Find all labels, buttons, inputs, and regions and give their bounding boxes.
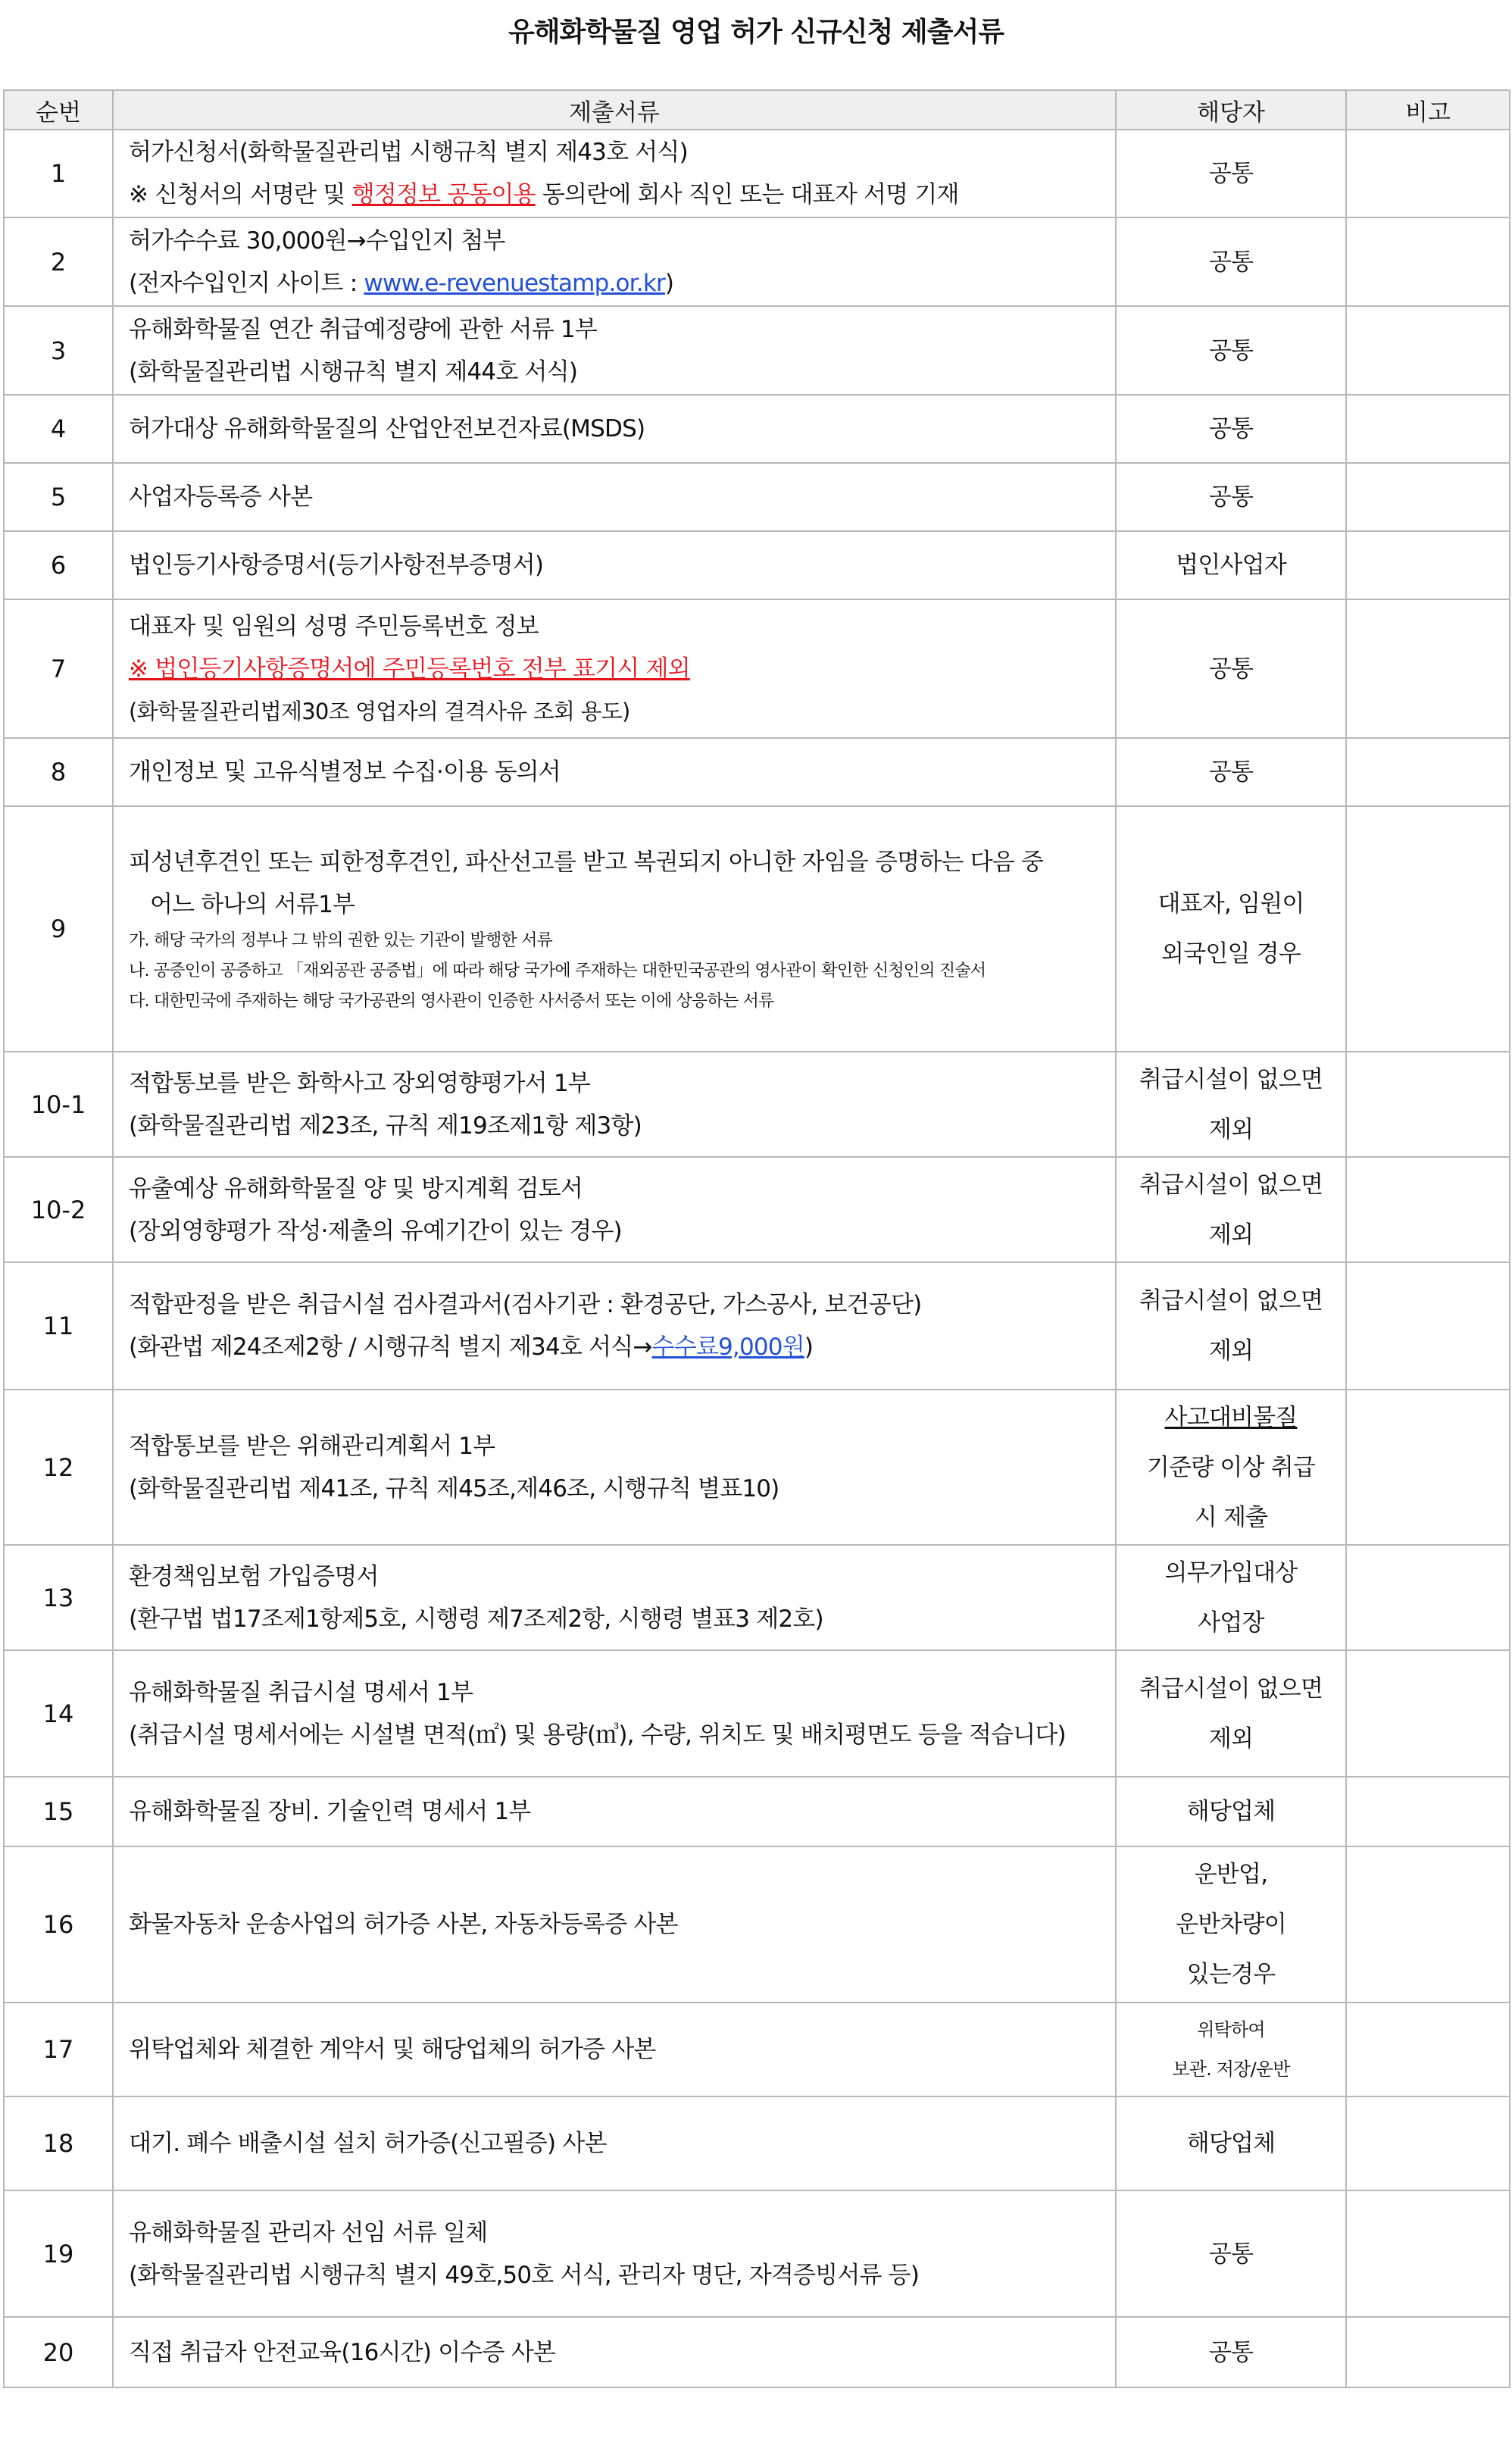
- applicant-line: 외국인일 경우: [1161, 940, 1301, 968]
- row-document: [113, 806, 1116, 1052]
- doc-line: (환구법 법17조제1항제5호, 시행령 제7조제2항, 시행령 별표3 제2호): [129, 1605, 823, 1633]
- row-applicant: 공통: [1116, 130, 1346, 217]
- row-note: [1346, 531, 1510, 599]
- row-number: 15: [4, 1777, 113, 1846]
- applicant-line: 사고대비물질: [1164, 1403, 1298, 1431]
- doc-line: [129, 1326, 1104, 1368]
- row-number: 8: [4, 738, 113, 806]
- doc-line: (화학물질관리법제30조 영업자의 결격사유 조회 용도): [129, 698, 630, 724]
- row-note: [1346, 1052, 1510, 1157]
- row-number: 11: [4, 1262, 113, 1390]
- row-document: [113, 395, 1116, 463]
- header-doc: 제출서류: [113, 90, 1116, 130]
- doc-line: 사업자등록증 사본: [129, 483, 313, 511]
- row-document: [113, 217, 1116, 306]
- doc-text: ): [664, 269, 674, 297]
- doc-line: 개인정보 및 고유식별정보 수집·이용 동의서: [129, 758, 561, 786]
- row-note: [1346, 806, 1510, 1052]
- row-number: 13: [4, 1545, 113, 1650]
- doc-text: 동의란에 회사 직인 또는 대표자 서명 기재: [535, 181, 959, 208]
- row-note: [1346, 217, 1510, 306]
- row-document: [113, 1157, 1116, 1262]
- row-number: 6: [4, 531, 113, 599]
- row-note: [1346, 738, 1510, 806]
- row-document: [113, 1545, 1116, 1650]
- table-row: [4, 1052, 1510, 1157]
- row-number: 16: [4, 1846, 113, 2003]
- doc-line: (취급시설 명세서에는 시설별 면적(㎡) 및 용량(㎥), 수량, 위치도 및 배치평면도 등을 적습니다): [129, 1721, 1066, 1749]
- header-no: 순번: [4, 90, 113, 130]
- table-row: [4, 738, 1510, 806]
- applicant-line: 취급시설이 없으면: [1139, 1065, 1323, 1093]
- applicant-line: 대표자, 임원이: [1157, 890, 1304, 918]
- row-note: [1346, 1545, 1510, 1650]
- row-applicant: 공통: [1116, 2190, 1346, 2317]
- row-document: [113, 738, 1116, 806]
- doc-text: ※ 신청서의 서명란 및: [129, 181, 352, 208]
- applicant-line: 사업장: [1198, 1609, 1264, 1637]
- table-header-row: [4, 90, 1510, 130]
- row-document: [113, 2003, 1116, 2096]
- doc-line: (장외영향평가 작성·제출의 유예기간이 있는 경우): [129, 1217, 622, 1245]
- applicant-line: 제외: [1208, 1724, 1254, 1752]
- row-note: [1346, 1846, 1510, 2003]
- row-number: 12: [4, 1390, 113, 1545]
- sub-item: 나. 공증인이 공증하고 「재외공관 공증법」에 따라 해당 국가에 주재하는 대한민국공관의 영사관이 확인한 신청인의 진술서: [129, 961, 986, 980]
- table-row: [4, 1157, 1510, 1262]
- row-note: [1346, 2096, 1510, 2190]
- doc-line: 직접 취급자 안전교육(16시간) 이수증 사본: [129, 2338, 555, 2366]
- doc-line: 법인등기사항증명서(등기사항전부증명서): [129, 552, 544, 579]
- row-number: 1: [4, 130, 113, 217]
- doc-line: 화물자동차 운송사업의 허가증 사본, 자동차등록증 사본: [129, 1911, 678, 1938]
- row-document: [113, 599, 1116, 738]
- applicant-line: 제외: [1208, 1115, 1254, 1143]
- row-document: [113, 306, 1116, 395]
- doc-line: 피성년후견인 또는 피한정후견인, 파산선고를 받고 복권되지 아니한 자임을 증명하는 다음 중: [129, 849, 1044, 876]
- row-note: [1346, 1650, 1510, 1777]
- table-row: [4, 1545, 1510, 1650]
- row-number: 18: [4, 2096, 113, 2190]
- doc-line: 허가수수료 30,000원→수입인지 첨부: [129, 227, 505, 255]
- row-applicant: 공통: [1116, 599, 1346, 738]
- applicant-line: 기준량 이상 취급: [1146, 1453, 1316, 1481]
- applicant-line: 취급시설이 없으면: [1139, 1171, 1323, 1199]
- table-row: [4, 1846, 1510, 2003]
- row-document: [113, 1650, 1116, 1777]
- doc-line: (화학물질관리법 시행규칙 별지 49호,50호 서식, 관리자 명단, 자격증빙서류 등): [129, 2261, 920, 2289]
- applicant-line: 제외: [1208, 1337, 1254, 1365]
- row-number: 10-1: [4, 1052, 113, 1157]
- row-document: [113, 2317, 1116, 2387]
- table-row: [4, 2317, 1510, 2387]
- row-number: 3: [4, 306, 113, 395]
- applicant-line: 의무가입대상: [1164, 1559, 1298, 1587]
- doc-line: (화학물질관리법 제41조, 규칙 제45조,제46조, 시행규칙 별표10): [129, 1474, 779, 1502]
- table-row: [4, 306, 1510, 395]
- doc-line: 유출예상 유해화학물질 양 및 방지계획 검토서: [129, 1174, 583, 1202]
- sub-item: 가. 해당 국가의 정부나 그 밖의 권한 있는 기관이 발행한 서류: [129, 931, 552, 950]
- table-row: [4, 395, 1510, 463]
- table-row: [4, 463, 1510, 531]
- table-row: [4, 1777, 1510, 1846]
- row-number: 19: [4, 2190, 113, 2317]
- row-document: [113, 1777, 1116, 1846]
- row-note: [1346, 2190, 1510, 2317]
- row-applicant: [1116, 1545, 1346, 1650]
- row-document: [113, 1052, 1116, 1157]
- doc-line: 유해화학물질 연간 취급예정량에 관한 서류 1부: [129, 315, 597, 343]
- row-document: [113, 1262, 1116, 1390]
- doc-line: 적합통보를 받은 위해관리계획서 1부: [129, 1432, 495, 1460]
- row-applicant: 공통: [1116, 463, 1346, 531]
- doc-line: 유해화학물질 장비. 기술인력 명세서 1부: [129, 1798, 531, 1825]
- doc-line: (화학물질관리법 시행규칙 별지 제44호 서식): [129, 358, 578, 386]
- row-number: 10-2: [4, 1157, 113, 1262]
- applicant-line: 있는경우: [1186, 1961, 1276, 1988]
- table-row: [4, 1650, 1510, 1777]
- doc-line: 위탁업체와 체결한 계약서 및 해당업체의 허가증 사본: [129, 2036, 656, 2063]
- table-row: [4, 1390, 1510, 1545]
- fee-link[interactable]: 수수료9,000원: [651, 1333, 804, 1361]
- row-applicant: 공통: [1116, 217, 1346, 306]
- row-number: 7: [4, 599, 113, 738]
- doc-line: [129, 262, 1104, 305]
- row-note: [1346, 306, 1510, 395]
- row-document: [113, 1390, 1116, 1545]
- highlight-text: 행정정보 공동이용: [351, 181, 536, 208]
- table-row: [4, 806, 1510, 1052]
- applicant-line: 운반차량이: [1176, 1911, 1286, 1938]
- doc-line: [129, 174, 1104, 216]
- row-note: [1346, 1262, 1510, 1390]
- doc-line: (화학물질관리법 제23조, 규칙 제19조제1항 제3항): [129, 1112, 642, 1140]
- doc-line: 환경책임보험 가입증명서: [129, 1562, 379, 1590]
- doc-line: 적합통보를 받은 화학사고 장외영향평가서 1부: [129, 1069, 590, 1097]
- row-number: 4: [4, 395, 113, 463]
- row-note: [1346, 1390, 1510, 1545]
- row-number: 9: [4, 806, 113, 1052]
- row-number: 2: [4, 217, 113, 306]
- row-note: [1346, 2003, 1510, 2096]
- applicant-line: 취급시설이 없으면: [1139, 1674, 1323, 1702]
- doc-line: 적합판정을 받은 취급시설 검사결과서(검사기관 : 환경공단, 가스공사, 보건공단): [129, 1291, 922, 1318]
- row-applicant: 공통: [1116, 738, 1346, 806]
- row-applicant: [1116, 1157, 1346, 1262]
- doc-line: 허가대상 유해화학물질의 산업안전보건자료(MSDS): [129, 415, 645, 442]
- row-number: 17: [4, 2003, 113, 2096]
- applicant-line: 위탁하여: [1197, 2019, 1265, 2040]
- row-document: [113, 2096, 1116, 2190]
- row-document: [113, 531, 1116, 599]
- row-applicant: [1116, 1846, 1346, 2003]
- applicant-line: 시 제출: [1194, 1503, 1268, 1531]
- row-document: [113, 130, 1116, 217]
- row-applicant: [1116, 2003, 1346, 2096]
- row-applicant: [1116, 1262, 1346, 1390]
- row-applicant: [1116, 806, 1346, 1052]
- row-note: [1346, 1157, 1510, 1262]
- row-document: [113, 2190, 1116, 2317]
- row-applicant: 공통: [1116, 395, 1346, 463]
- row-applicant: 공통: [1116, 2317, 1346, 2387]
- table-row: [4, 1262, 1510, 1390]
- doc-line: 유해화학물질 관리자 선임 서류 일체: [129, 2218, 488, 2246]
- doc-text: (화관법 제24조제2항 / 시행규칙 별지 제34호 서식→: [129, 1333, 652, 1361]
- row-number: 14: [4, 1650, 113, 1777]
- row-note: [1346, 130, 1510, 217]
- row-applicant: 법인사업자: [1116, 531, 1346, 599]
- header-note: 비고: [1346, 90, 1510, 130]
- warning-line: ※ 법인등기사항증명서에 주민등록번호 전부 표기시 제외: [129, 655, 690, 683]
- table-row: [4, 130, 1510, 217]
- row-note: [1346, 395, 1510, 463]
- doc-line: 대기. 폐수 배출시설 설치 허가증(신고필증) 사본: [129, 2130, 607, 2157]
- row-number: 20: [4, 2317, 113, 2387]
- doc-line: 허가신청서(화학물질관리법 시행규칙 별지 제43호 서식): [129, 139, 688, 166]
- doc-text: ): [804, 1333, 814, 1361]
- doc-text: (전자수입인지 사이트 :: [129, 269, 364, 297]
- row-applicant: [1116, 1650, 1346, 1777]
- doc-line: 어느 하나의 서류1부: [150, 891, 355, 918]
- table-row: [4, 2096, 1510, 2190]
- table-row: [4, 2003, 1510, 2096]
- applicant-line: 취급시설이 없으면: [1139, 1287, 1323, 1315]
- table-row: [4, 217, 1510, 306]
- row-number: 5: [4, 463, 113, 531]
- table-row: [4, 531, 1510, 599]
- applicant-line: 보관. 저장/운반: [1172, 2059, 1290, 2080]
- row-note: [1346, 599, 1510, 738]
- table-row: [4, 2190, 1510, 2317]
- row-document: [113, 1846, 1116, 2003]
- applicant-line: 제외: [1208, 1221, 1254, 1249]
- row-applicant: 해당업체: [1116, 1777, 1346, 1846]
- row-applicant: 공통: [1116, 306, 1346, 395]
- header-who: 해당자: [1116, 90, 1346, 130]
- documents-table: [3, 89, 1510, 2388]
- sub-item: 다. 대한민국에 주재하는 해당 국가공관의 영사관이 인증한 사서증서 또는 이에 상응하는 서류: [129, 992, 774, 1011]
- page-title: 유해화학물질 영업 허가 신규신청 제출서류: [508, 17, 1004, 48]
- row-applicant: [1116, 1390, 1346, 1545]
- row-note: [1346, 2317, 1510, 2387]
- row-applicant: [1116, 1052, 1346, 1157]
- table-row: [4, 599, 1510, 738]
- doc-line: 대표자 및 임원의 성명 주민등록번호 정보: [129, 612, 539, 640]
- row-document: [113, 463, 1116, 531]
- row-applicant: 해당업체: [1116, 2096, 1346, 2190]
- website-link[interactable]: www.e-revenuestamp.or.kr: [364, 269, 665, 297]
- doc-line: 유해화학물질 취급시설 명세서 1부: [129, 1678, 473, 1706]
- row-note: [1346, 1777, 1510, 1846]
- applicant-line: 운반업,: [1194, 1861, 1268, 1888]
- row-note: [1346, 463, 1510, 531]
